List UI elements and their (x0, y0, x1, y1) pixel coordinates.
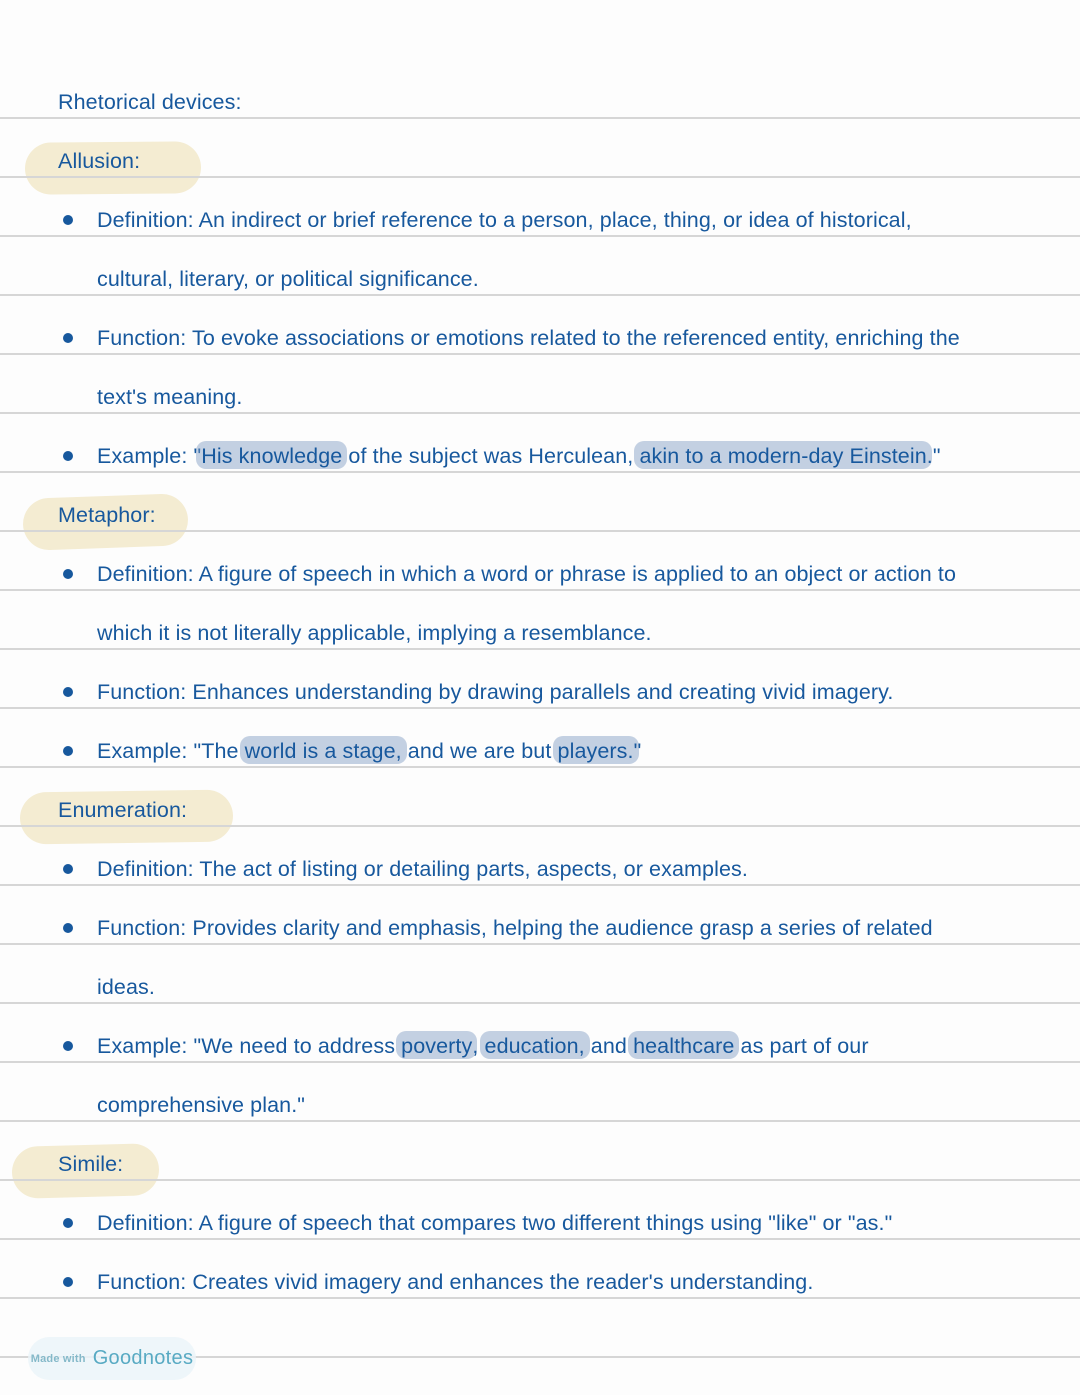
note-text (97, 856, 748, 883)
blue-highlighted-text: akin to a modern-day Einstein (634, 441, 931, 469)
note-text (97, 561, 956, 588)
bullet-icon (63, 1041, 73, 1051)
blue-highlighted-text: His knowledge (196, 441, 347, 469)
bullet-icon (63, 1218, 73, 1228)
bullet-row (0, 905, 1080, 942)
page-title-row (0, 79, 1080, 116)
section-heading-row (0, 492, 1080, 529)
bullet-row (0, 846, 1080, 883)
text-segment: which it is not literally applicable, implying a resemblance. (97, 621, 652, 645)
note-text (97, 620, 652, 647)
badge-brand-label: Goodnotes (92, 1347, 194, 1369)
note-text: Allusion: (58, 149, 141, 173)
note-text (97, 915, 933, 942)
note-text (97, 1033, 869, 1060)
bullet-row (0, 669, 1080, 706)
note-text (97, 266, 479, 293)
note-text (97, 1210, 892, 1237)
text-segment: Example: " (97, 444, 202, 468)
continuation-row (0, 964, 1080, 1001)
note-text (97, 325, 960, 352)
bullet-row (0, 433, 1080, 470)
note-text (97, 1092, 305, 1119)
note-text (97, 443, 941, 470)
note-text: Enumeration: (58, 798, 188, 822)
text-segment: Definition: The act of listing or detailing parts, aspects, or examples. (97, 857, 748, 881)
note-text: Rhetorical devices: (58, 90, 242, 114)
note-text (97, 207, 912, 234)
continuation-row (0, 610, 1080, 647)
blue-highlighted-text: players. (553, 736, 639, 764)
text-segment: Definition: An indirect or brief reference to a person, place, thing, or idea of historical, (97, 208, 912, 232)
bullet-row (0, 1200, 1080, 1237)
note-text (97, 384, 242, 411)
text-segment: Function: To evoke associations or emotions related to the referenced entity, enriching the (97, 326, 960, 350)
section-heading-row (0, 138, 1080, 175)
bullet-row (0, 728, 1080, 765)
note-text (97, 738, 641, 765)
text-segment: " (633, 739, 642, 763)
text-segment: text's meaning. (97, 385, 243, 409)
bullet-icon (63, 451, 73, 461)
text-segment: ." (926, 444, 941, 468)
blue-highlighted-text: healthcare (628, 1031, 739, 1059)
text-segment: comprehensive plan." (97, 1093, 306, 1117)
bullet-row (0, 1023, 1080, 1060)
note-text (97, 1269, 813, 1296)
section-heading-row (0, 787, 1080, 824)
blue-highlighted-text: world is a stage, (240, 736, 407, 764)
text-segment: Definition: A figure of speech that compares two different things using "like" or "as." (97, 1211, 893, 1235)
text-segment: , (472, 1034, 485, 1058)
text-segment: cultural, literary, or political significance. (97, 267, 479, 291)
section-heading-row (0, 1141, 1080, 1178)
bullet-row (0, 315, 1080, 352)
text-segment: Function: Provides clarity and emphasis, helping the audience grasp a series of related (97, 916, 933, 940)
continuation-row (0, 256, 1080, 293)
text-segment: and we are but (401, 739, 558, 763)
text-segment: and (584, 1034, 634, 1058)
text-segment: Function: Creates vivid imagery and enhances the reader's understanding. (97, 1270, 814, 1294)
bullet-row (0, 1259, 1080, 1296)
bullet-icon (63, 687, 73, 697)
note-text: Simile: (58, 1152, 124, 1176)
note-text: Metaphor: (58, 503, 156, 527)
goodnotes-badge[interactable] (28, 1337, 196, 1380)
bullet-icon (63, 1277, 73, 1287)
bullet-icon (63, 864, 73, 874)
note-text (97, 974, 155, 1001)
bullet-icon (63, 923, 73, 933)
text-segment: Function: Enhances understanding by drawing parallels and creating vivid imagery. (97, 680, 894, 704)
note-text (97, 679, 893, 706)
text-segment: Definition: A figure of speech in which a word or phrase is applied to an object or action to (97, 562, 957, 586)
text-segment: of the subject was Herculean, (342, 444, 640, 468)
bullet-icon (63, 215, 73, 225)
text-segment: Example: "We need to address (97, 1034, 402, 1058)
badge-made-with-label: Made with (30, 1352, 86, 1365)
bullet-icon (63, 333, 73, 343)
bullet-icon (63, 746, 73, 756)
blue-highlighted-text: education, (480, 1031, 590, 1059)
continuation-row (0, 1082, 1080, 1119)
bullet-icon (63, 569, 73, 579)
blue-highlighted-text: poverty (396, 1031, 477, 1059)
text-segment: Example: "The (97, 739, 245, 763)
text-segment: as part of our (734, 1034, 869, 1058)
bullet-row (0, 551, 1080, 588)
text-segment: ideas. (97, 975, 155, 999)
continuation-row (0, 374, 1080, 411)
bullet-row (0, 197, 1080, 234)
